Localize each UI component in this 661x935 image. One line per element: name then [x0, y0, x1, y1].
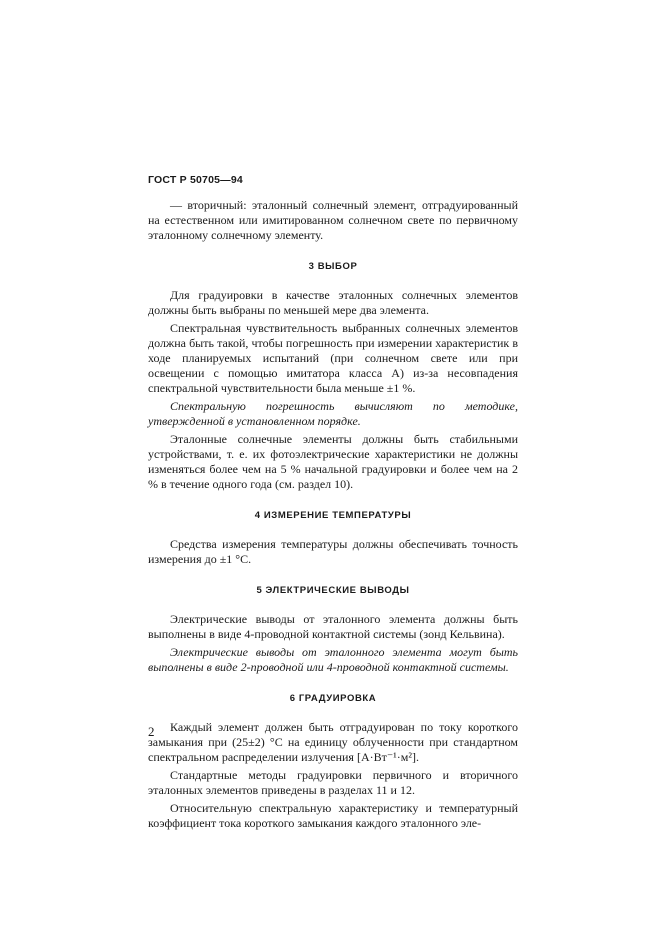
paragraph: Эталонные солнечные элементы должны быть стабильными устройствами, т. е. их фотоэлектрические характеристики не должны изменяться более чем на 5 % начальной градуировки и более чем на 2 % в течение одного года (см. раздел 10).: [148, 432, 518, 491]
page-number: 2: [148, 724, 155, 739]
paragraph: Каждый элемент должен быть отградуирован по току короткого замыкания при (25±2) °С на единицу облученности при стандартном спектральном распределении излучения [А·Вт⁻¹·м²].: [148, 720, 518, 764]
section-heading-calibration: 6 ГРАДУИРОВКА: [289, 693, 377, 704]
paragraph: Средства измерения температуры должны обеспечивать точность измерения до ±1 °С.: [148, 537, 518, 566]
section-heading-selection: 3 ВЫБОР: [308, 261, 358, 272]
section-heading-electrical-leads: 5 ЭЛЕКТРИЧЕСКИЕ ВЫВОДЫ: [256, 585, 410, 596]
paragraph: Стандартные методы градуировки первичного и вторичного эталонных элементов приведены в разделах 11 и 12.: [148, 768, 518, 797]
paragraph-secondary-definition: — вторичный: эталонный солнечный элемент, отградуированный на естественном или имитированном солнечном свете по первичному эталонному солнечному элементу.: [148, 198, 518, 242]
paragraph-italic: Спектральную погрешность вычисляют по методике, утвержденной в установленном порядке.: [148, 399, 518, 428]
paragraph: Спектральная чувствительность выбранных солнечных элементов должна быть такой, чтобы погрешность при измерении характеристик в ходе планируемых испытаний (при солнечном свете или при освещении с помощью имитатора класса А) из-за несовпадения спектральной чувствительности была меньше ±1 %.: [148, 321, 518, 395]
section-heading-temperature: 4 ИЗМЕРЕНИЕ ТЕМПЕРАТУРЫ: [254, 510, 412, 521]
paragraph: Относительную спектральную характеристику и температурный коэффициент тока короткого замыкания каждого эталонного эле-: [148, 801, 518, 830]
document-body: [148, 198, 518, 834]
document-code: ГОСТ Р 50705—94: [148, 174, 243, 186]
paragraph: Для градуировки в качестве эталонных солнечных элементов должны быть выбраны по меньшей мере два элемента.: [148, 288, 518, 317]
paragraph-italic: Электрические выводы от эталонного элемента могут быть выполнены в виде 2-проводной или 4-проводной контактной системы.: [148, 645, 518, 674]
paragraph: Электрические выводы от эталонного элемента должны быть выполнены в виде 4-проводной контактной системы (зонд Кельвина).: [148, 612, 518, 641]
